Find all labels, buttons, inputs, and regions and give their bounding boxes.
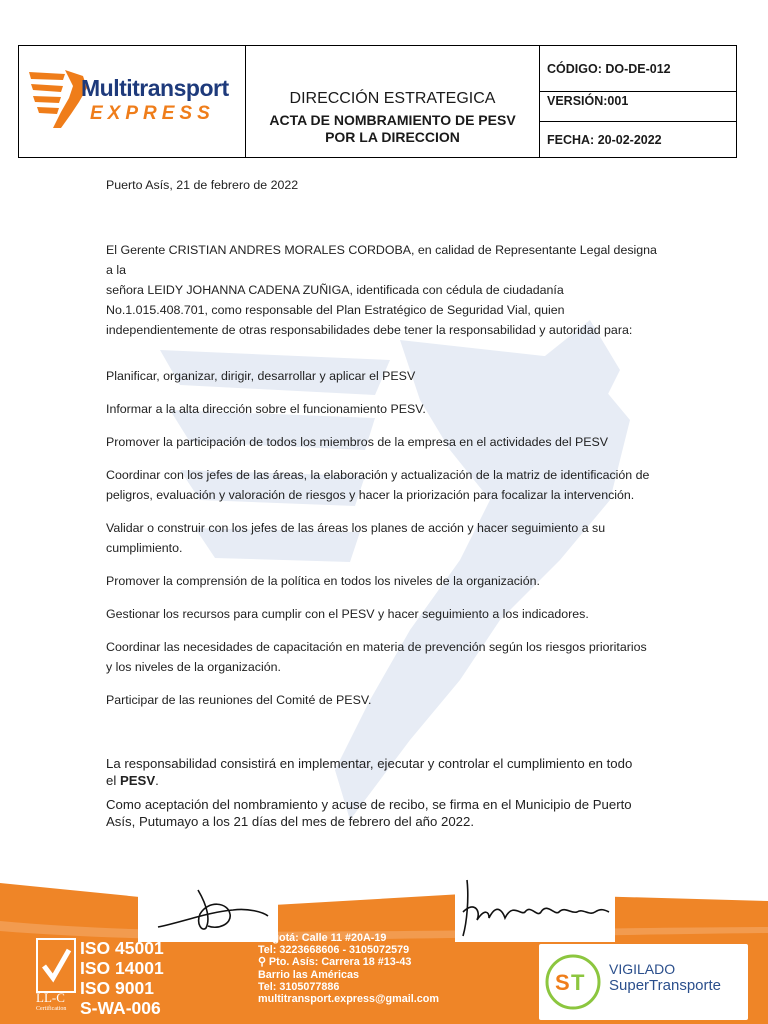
intro-line: señora LEIDY JOHANNA CADENA ZUÑIGA, identificada con cédula de ciudadanía [106, 283, 564, 297]
responsibility-line: cumplimiento. [106, 541, 183, 555]
responsibility-item [106, 604, 666, 624]
document-code: CÓDIGO: DO-DE-012 [540, 46, 736, 92]
header-meta-cell [540, 46, 736, 157]
certification-item: ISO 9001 [80, 978, 154, 998]
document-date: FECHA: 20-02-2022 [547, 132, 662, 147]
responsibility-line: Gestionar los recursos para cumplir con el PESV y hacer seguimiento a los indicadores. [106, 607, 589, 621]
responsibility-item [106, 571, 666, 591]
contact-line: Bogotá: Calle 11 #20A-19 [258, 932, 387, 944]
responsibility-line: Informar a la alta dirección sobre el funcionamiento PESV. [106, 402, 426, 416]
signature-manager [138, 872, 278, 942]
certifier-name: LL-C [36, 990, 65, 1005]
document-title-line-2: POR LA DIRECCION [325, 129, 460, 145]
closing-line: La responsabilidad consistirá en implementar, ejecutar y controlar el cumplimiento en todo [106, 756, 633, 771]
responsibility-line: Coordinar con los jefes de las áreas, la elaboración y actualización de la matriz de identificación de [106, 468, 650, 482]
responsibility-line: Validar o construir con los jefes de las áreas los planes de acción y hacer seguimiento a su [106, 521, 606, 535]
responsibility-line: Promover la comprensión de la política en todos los niveles de la organización. [106, 574, 540, 588]
svg-text:T: T [571, 970, 585, 995]
supertransporte-label: SuperTransporte [609, 977, 722, 994]
responsibility-item [106, 399, 666, 419]
closing-line-prefix: el [106, 773, 120, 788]
intro-line: El Gerente CRISTIAN ANDRES MORALES CORDOBA, en calidad de Representante Legal designa a la [106, 243, 657, 277]
closing-line-suffix: . [155, 773, 159, 788]
responsibility-line: y los niveles de la organización. [106, 660, 281, 674]
signature-left-icon [138, 872, 278, 942]
contact-block [258, 932, 439, 1005]
logo-brand-name: Multitransport [81, 75, 229, 101]
closing-paragraphs [106, 755, 666, 837]
intro-line: No.1.015.408.701, como responsable del Plan Estratégico de Seguridad Vial, quien [106, 303, 565, 317]
document-header-table [18, 45, 737, 158]
document-title [246, 112, 539, 157]
closing-responsibility [106, 755, 666, 789]
closing-line: Como aceptación del nombramiento y acuse de recibo, se firma en el Municipio de Puerto [106, 797, 632, 812]
certifications-list [80, 938, 164, 1018]
svg-text:S: S [555, 970, 570, 995]
location-pin-icon: ⚲ [258, 956, 269, 969]
document-version: VERSIÓN:001 [540, 92, 736, 122]
department-name: DIRECCIÓN ESTRATEGICA [289, 90, 496, 107]
responsibility-item [106, 432, 666, 452]
certification-item: ISO 45001 [80, 938, 164, 958]
responsibility-line: Coordinar las necesidades de capacitación en materia de prevención según los riesgos prioritarios [106, 640, 647, 654]
contact-line: Tel: 3105077886 [258, 980, 340, 993]
header-title-cell [246, 46, 540, 157]
company-logo [19, 46, 246, 157]
certifier-subtitle: Certification [36, 1006, 67, 1012]
responsibility-item [106, 637, 666, 677]
contact-line: Tel: 3223668606 - 3105072579 [258, 944, 410, 957]
certification-check-icon [36, 938, 76, 993]
responsibility-item [106, 690, 666, 710]
responsibility-line: Planificar, organizar, dirigir, desarrollar y aplicar el PESV [106, 369, 416, 383]
responsibility-line: peligros, evaluación y valoración de riesgos y hacer la priorización para focalizar la intervención. [106, 488, 635, 502]
contact-line-text: Pto. Asís: Carrera 18 #13-43 [268, 956, 412, 969]
document-title-line-1: ACTA DE NOMBRAMIENTO DE PESV [269, 112, 516, 128]
certification-item: ISO 14001 [80, 958, 164, 978]
responsibilities-list [106, 366, 666, 723]
contact-line: Barrio las Américas [258, 968, 360, 981]
responsibility-item [106, 366, 666, 386]
responsibility-item [106, 465, 666, 505]
supertransporte-badge [539, 944, 748, 1020]
vigilado-label: VIGILADO [609, 961, 676, 977]
contact-email: multitransport.express@gmail.com [258, 993, 439, 1006]
intro-paragraph [106, 240, 666, 340]
responsibility-line: Promover la participación de todos los miembros de la empresa en el actividades del PESV [106, 435, 609, 449]
bird-logo-icon [27, 68, 89, 138]
supertransporte-logo-icon [545, 952, 601, 1012]
certification-item: S-WA-006 [80, 998, 161, 1018]
pesv-bold: PESV [119, 773, 156, 788]
closing-acceptance [106, 796, 666, 830]
intro-line: independientemente de otras responsabilidades debe tener la responsabilidad y autoridad para: [106, 323, 633, 337]
responsibility-line: Participar de las reuniones del Comité de PESV. [106, 693, 372, 707]
contact-line [258, 956, 439, 968]
closing-line: Asís, Putumayo a los 21 días del mes de febrero del año 2022. [106, 814, 475, 829]
logo-brand-subtitle: EXPRESS [90, 103, 215, 124]
responsibility-item [106, 518, 666, 558]
signature-right-icon [455, 872, 615, 942]
signature-appointee [455, 872, 615, 942]
place-date: Puerto Asís, 21 de febrero de 2022 [106, 178, 299, 192]
